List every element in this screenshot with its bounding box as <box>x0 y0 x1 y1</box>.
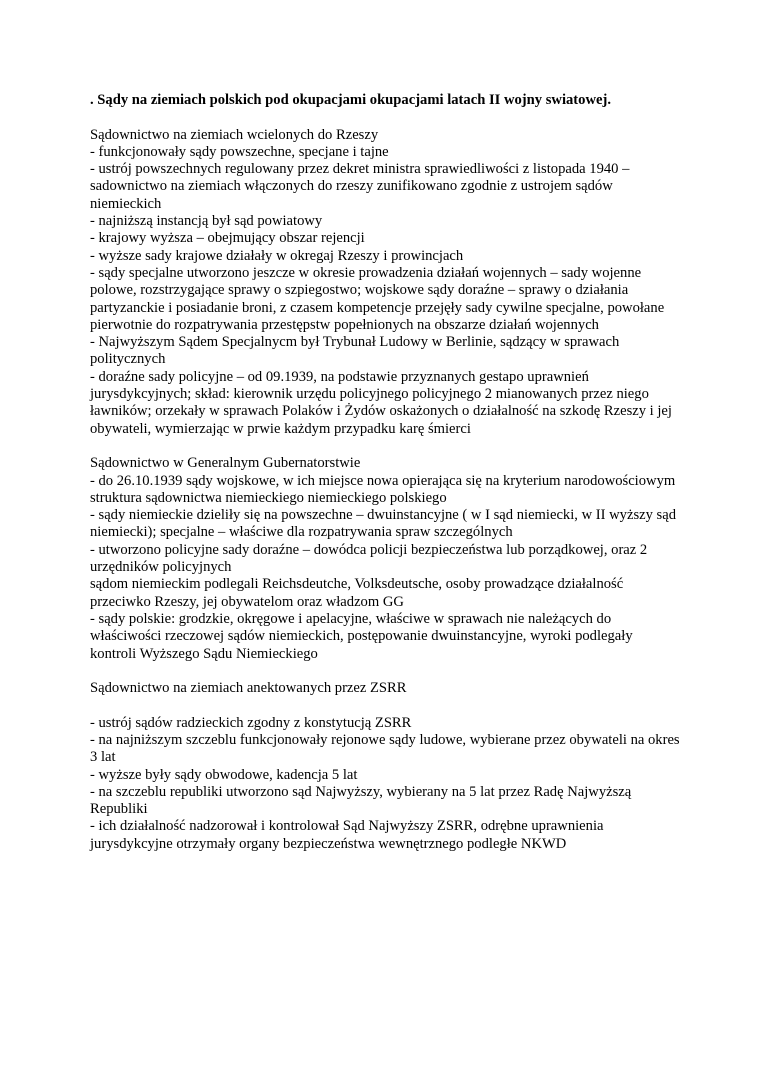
paragraph-line: - do 26.10.1939 sądy wojskowe, w ich miejsce nowa opierająca się na kryterium narodowościowym struktura sądownictwa niemieckiego niemieckiego polskiego <box>90 472 676 506</box>
paragraph-line: - wyższe były sądy obwodowe, kadencja 5 lat <box>90 766 358 783</box>
paragraph-line: - wyższe sady krajowe działały w okregaj Rzeszy i prowincjach <box>90 247 464 264</box>
paragraph-line: - na najniższym szczeblu funkcjonowały rejonowe sądy ludowe, wybierane przez obywateli na okres 3 lat <box>90 731 680 766</box>
paragraph-line: - ustrój powszechnych regulowany przez dekret ministra sprawiedliwości z listopada 1940 – sadownictwo na ziemiach włączonych do rzeszy zunifikowano zgodnie z ustrojem sądów niemieckich <box>90 161 630 212</box>
paragraph-line: - ustrój sądów radzieckich zgodny z konstytucją ZSRR <box>90 714 412 731</box>
paragraph-line: sądom niemieckim podlegali Reichsdeutche, Volksdeutsche, osoby prowadzące działalność przeciwko Rzeszy, jej obywatelom oraz władzom GG <box>90 576 624 610</box>
paragraph-line: - utworzono policyjne sady doraźne – dowódca policji bezpieczeństwa lub porządkowej, oraz 2 urzędników policyjnych <box>90 541 648 576</box>
document-content <box>90 92 680 853</box>
section-gg <box>90 455 680 663</box>
paragraph-line: - ich działalność nadzorował i kontrolował Sąd Najwyższy ZSRR, odrębne uprawnienia jurysdykcyjne otrzymały organy bezpieczeństwa wewnętrznego podległe NKWD <box>90 818 604 852</box>
paragraph-line: - funkcjonowały sądy powszechne, specjane i tajne <box>90 143 389 160</box>
paragraph-line: - sądy specjalne utworzono jeszcze w okresie prowadzenia działań wojennych – sady wojenne polowe, rozstrzygające sprawy o szpiegostwo; wojskowe sądy doraźne – sprawy o działania partyzanckie i posiadanie broni, z czasem kompetencje przejęły sady cywilne specjalne, powołane pierwotnie do rozpatrywania przestępstw popełnionych na obszarze działań wojennych <box>90 264 665 333</box>
paragraph-line: - sądy polskie: grodzkie, okręgowe i apelacyjne, właściwe w sprawach nie należących do właściwości rzeczowej sądów niemieckich, postępowanie dwuinstancyjne, wyroki podlegały kontroli Wyższego Sądu Niemieckiego <box>90 610 633 662</box>
section-heading: Sądownictwo na ziemiach wcielonych do Rzeszy <box>90 126 379 143</box>
section-heading: Sądownictwo w Generalnym Gubernatorstwie <box>90 455 361 472</box>
paragraph-line: - najniższą instancją był sąd powiatowy <box>90 213 323 230</box>
paragraph-line: - krajowy wyższa – obejmujący obszar rejencji <box>90 230 365 247</box>
document-title: . Sądy na ziemiach polskich pod okupacjami okupacjami latach II wojny swiatowej. <box>90 92 611 108</box>
paragraph-line: - Najwyższym Sądem Specjalnycm był Trybunał Ludowy w Berlinie, sądzący w sprawach politycznych <box>90 334 620 368</box>
section-zsrr <box>90 680 680 853</box>
paragraph-line: - sądy niemieckie dzieliły się na powszechne – dwuinstancyjne ( w I sąd niemiecki, w II wyższy sąd niemiecki); specjalne – właściwe dla rozpatrywania spraw szczególnych <box>90 507 676 541</box>
paragraph-line: - doraźne sady policyjne – od 09.1939, na podstawie przyznanych gestapo uprawnień jurysdykcyjnych; skład: kierownik urzędu policyjnego policyjnego 2 mianowanych przez niego ławników; orzekały w sprawach Polaków i Żydów oskażonych o działalność na szkodę Rzeszy i jej obywateli, wymierzając w prwie każdym przypadku karę śmierci <box>90 368 672 437</box>
paragraph-line: - na szczeblu republiki utworzono sąd Najwyższy, wybierany na 5 lat przez Radę Najwyższą Republiki <box>90 783 632 818</box>
section-heading: Sądownictwo na ziemiach anektowanych przez ZSRR <box>90 680 407 697</box>
section-wcielone <box>90 127 680 438</box>
blank-line <box>90 697 680 714</box>
